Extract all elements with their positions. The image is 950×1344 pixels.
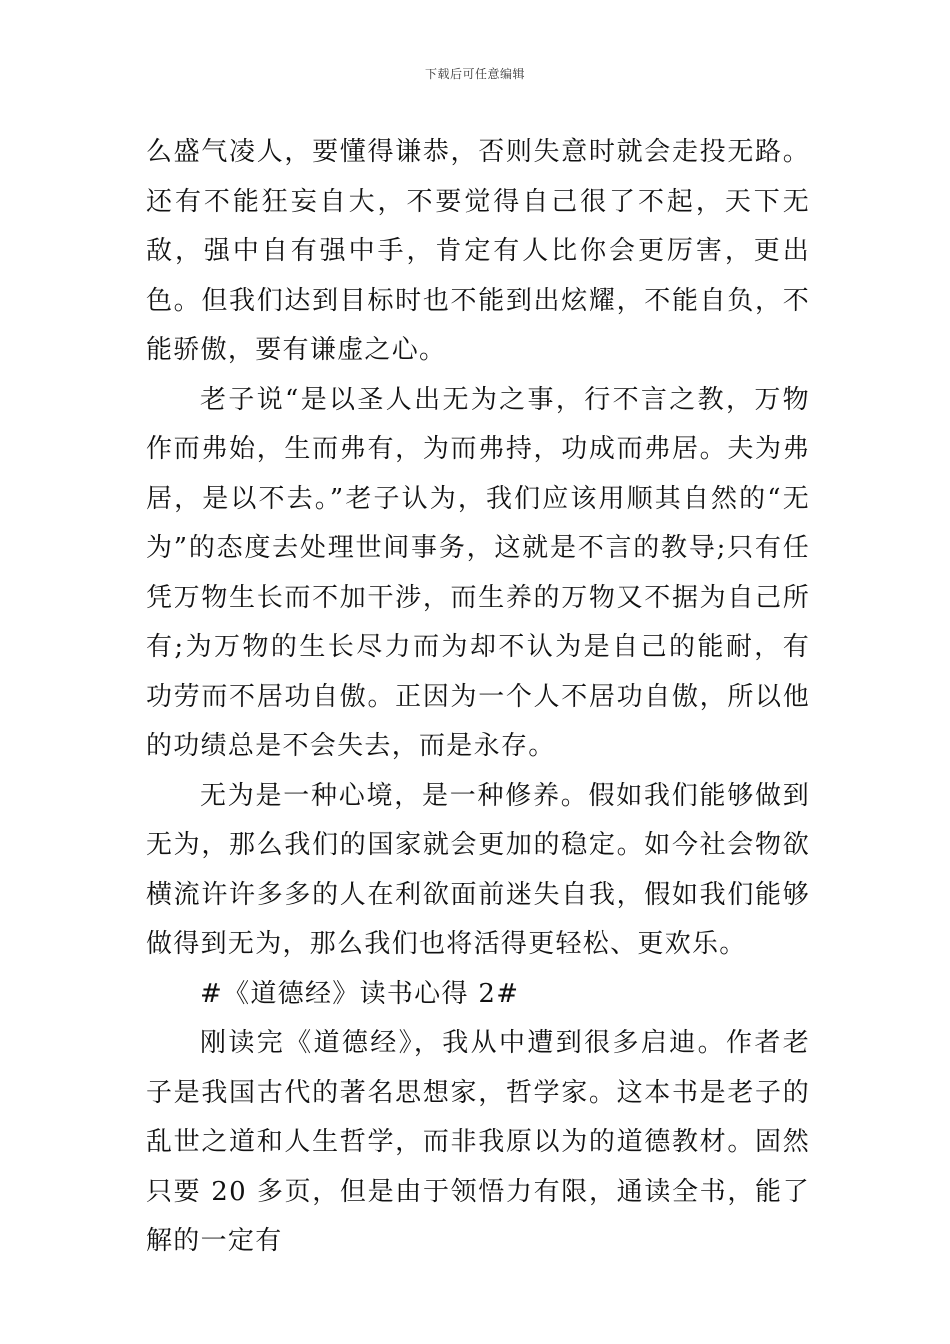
section-heading: #《道德经》读书心得 2# — [200, 978, 520, 1009]
paragraph-wuwei: 无为是一种心境，是一种修养。假如我们能够做到无为，那么我们的国家就会更加的稳定。如今社会物欲横流许许多多的人在利欲面前迷失自我，假如我们能够做得到无为，那么我们也将活得更轻松、更欢乐。 — [146, 780, 810, 959]
paragraph-laozi-quote: 老子说“是以圣人出无为之事，行不言之教，万物作而弗始，生而弗有，为而弗持，功成而弗居。夫为弗居，是以不去。”老子认为，我们应该用顺其自然的“无为”的态度去处理世间事务，这就是不言的教导;只有任凭万物生长而不加干涉，而生养的万物又不据为自己所有;为万物的生长尽力而为却不认为是自己的能耐，有功劳而不居功自傲。正因为一个人不居功自傲，所以他的功绩总是不会失去，而是永存。 — [146, 384, 810, 761]
paragraph-continuation: 么盛气凌人，要懂得谦恭，否则失意时就会走投无路。还有不能狂妄自大，不要觉得自己很了不起，天下无敌，强中自有强中手，肯定有人比你会更厉害，更出色。但我们达到目标时也不能到出炫耀，不能自负，不能骄傲，要有谦虚之心。 — [146, 137, 810, 365]
paragraph-reading-notes: 刚读完《道德经》，我从中遭到很多启迪。作者老子是我国古代的著名思想家，哲学家。这本书是老子的乱世之道和人生哲学，而非我原以为的道德教材。固然只要 20 多页，但是由于领悟力有限，通读全书，能了解的一定有 — [146, 1028, 810, 1256]
document-body — [146, 128, 810, 1267]
page-header: 下载后可任意编辑 — [424, 67, 525, 81]
